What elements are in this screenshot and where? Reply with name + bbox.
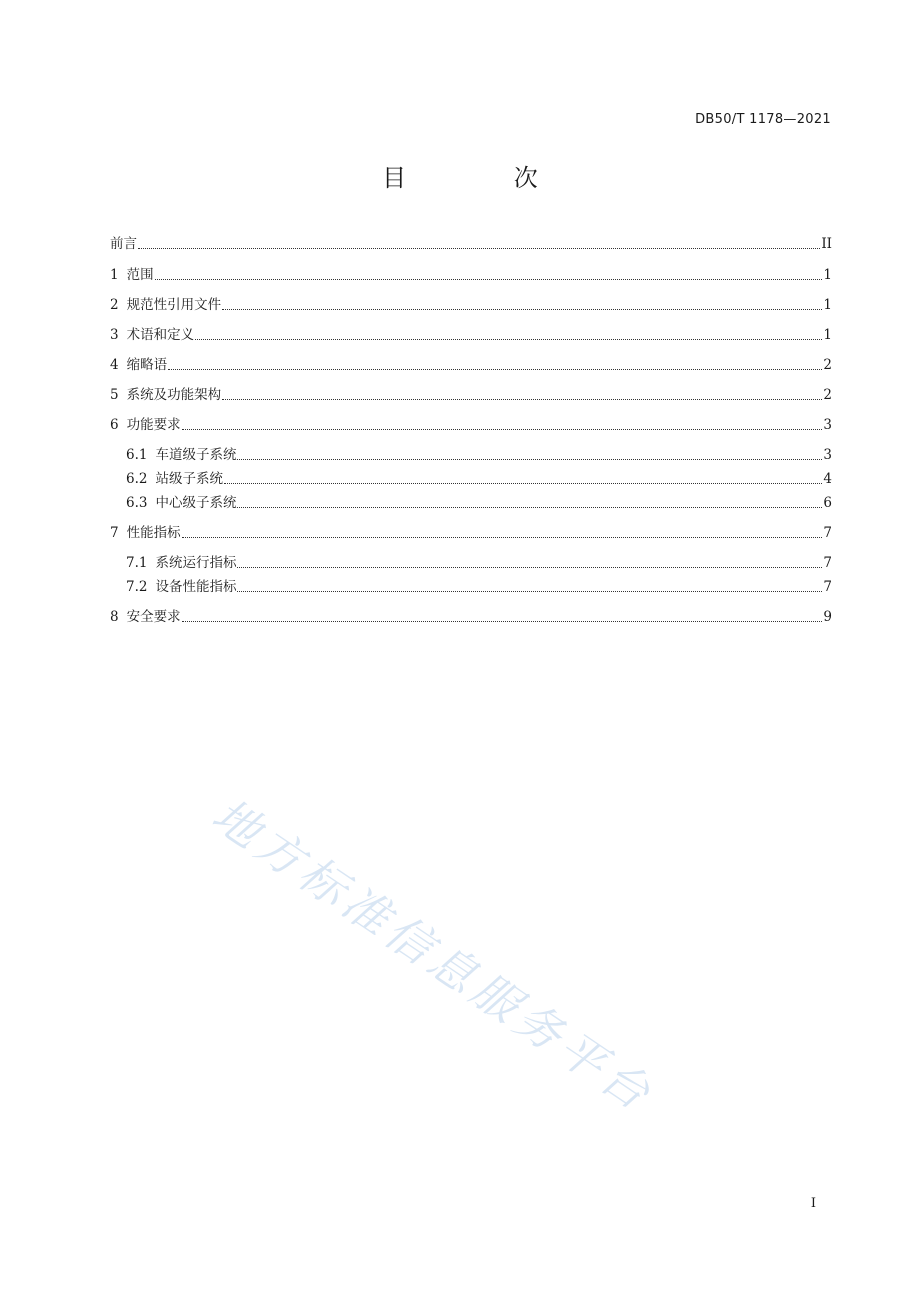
toc-entry-number: 3 (110, 327, 119, 343)
toc-entry-number: 6 (110, 417, 119, 433)
toc-entry-number: 4 (110, 357, 119, 373)
toc-entry-label: 缩略语 (126, 357, 168, 373)
toc-entry-performance-indicators[interactable] (110, 523, 832, 543)
dot-leader (237, 590, 822, 592)
toc-entry-device-performance-indicators[interactable] (126, 577, 832, 597)
toc-entry-label: 中心级子系统 (155, 495, 237, 511)
table-of-contents (110, 0, 832, 1302)
toc-entry-system-operation-indicators[interactable] (126, 553, 832, 573)
toc-entry-page: 3 (823, 447, 832, 463)
toc-entry-label: 范围 (126, 267, 154, 283)
toc-entry-page: 7 (823, 525, 832, 541)
toc-entry-number: 7.1 (126, 555, 148, 571)
toc-entry-number: 7.2 (126, 579, 148, 595)
watermark: 地方标准信息服务平台 (202, 787, 665, 1124)
toc-entry-normative-references[interactable] (110, 295, 832, 315)
dot-leader (237, 566, 822, 568)
page-number: I (810, 1196, 816, 1211)
toc-entry-label: 安全要求 (126, 609, 181, 625)
dot-leader (155, 278, 823, 280)
toc-entry-label: 功能要求 (126, 417, 181, 433)
dot-leader (182, 536, 823, 538)
dot-leader (224, 482, 822, 484)
toc-entry-label: 系统及功能架构 (126, 387, 222, 403)
toc-entry-number: 1 (110, 267, 119, 283)
dot-leader (195, 338, 822, 340)
toc-entry-number: 6.2 (126, 471, 148, 487)
toc-entry-page: 2 (823, 387, 832, 403)
toc-entry-label: 规范性引用文件 (126, 297, 222, 313)
toc-entry-page: 6 (823, 495, 832, 511)
toc-entry-number: 7 (110, 525, 119, 541)
toc-entry-page: 2 (823, 357, 832, 373)
dot-leader (182, 428, 823, 430)
toc-entry-label: 前言 (110, 236, 137, 252)
dot-leader (138, 247, 820, 249)
toc-entry-number: 6.3 (126, 495, 148, 511)
toc-entry-scope[interactable] (110, 265, 832, 285)
toc-entry-number: 6.1 (126, 447, 148, 463)
toc-entry-terms-definitions[interactable] (110, 325, 832, 345)
dot-leader (237, 506, 822, 508)
toc-entry-label: 站级子系统 (155, 471, 223, 487)
toc-entry-label: 术语和定义 (126, 327, 195, 343)
toc-entry-functional-requirements[interactable] (110, 415, 832, 435)
dot-leader (182, 620, 823, 622)
toc-entry-security-requirements[interactable] (110, 607, 832, 627)
toc-entry-architecture[interactable] (110, 385, 832, 405)
dot-leader (168, 368, 822, 370)
toc-entry-label: 车道级子系统 (155, 447, 237, 463)
toc-entry-number: 8 (110, 609, 119, 625)
toc-entry-page: 3 (823, 417, 832, 433)
toc-entry-lane-subsystem[interactable] (126, 445, 832, 465)
dot-leader (222, 398, 822, 400)
toc-entry-center-subsystem[interactable] (126, 493, 832, 513)
dot-leader (237, 458, 822, 460)
toc-entry-page: 1 (823, 297, 832, 313)
toc-entry-number: 5 (110, 387, 119, 403)
toc-entry-label: 系统运行指标 (155, 555, 237, 571)
toc-entry-number: 2 (110, 297, 119, 313)
toc-entry-label: 性能指标 (126, 525, 181, 541)
toc-entry-station-subsystem[interactable] (126, 469, 832, 489)
page-title: 目 次 (382, 164, 588, 192)
toc-entry-page: 1 (823, 327, 832, 343)
toc-entry-page: II (821, 236, 832, 252)
toc-entry-page: 7 (823, 555, 832, 571)
toc-entry-page: 4 (823, 471, 832, 487)
toc-entry-page: 9 (823, 609, 832, 625)
toc-entry-page: 1 (823, 267, 832, 283)
toc-entry-page: 7 (823, 579, 832, 595)
dot-leader (222, 308, 822, 310)
document-code: DB50/T 1178—2021 (695, 112, 831, 127)
toc-entry-foreword[interactable] (110, 234, 832, 254)
toc-entry-label: 设备性能指标 (155, 579, 237, 595)
toc-entry-abbreviations[interactable] (110, 355, 832, 375)
